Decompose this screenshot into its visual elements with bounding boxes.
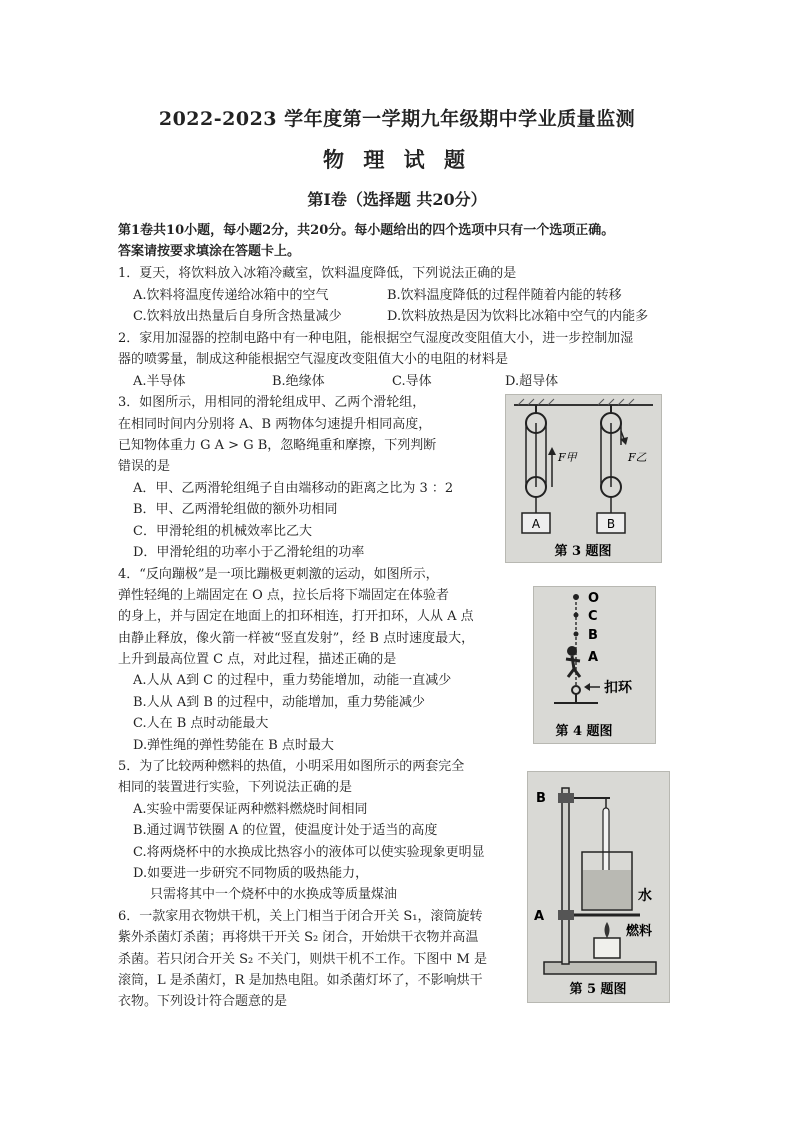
exam-title: 2022-2023 学年度第一学期九年级期中学业质量监测	[158, 108, 636, 130]
q6-stem-line-3: 杀菌。若只闭合开关 S₂ 不关门，则烘干机不工作。下图中 M 是	[118, 952, 487, 967]
ring-a-label: A	[534, 909, 545, 924]
q2-option-b: B.绝缘体	[272, 374, 325, 389]
q3-option-b: B．甲、乙两滑轮组做的额外功相同	[133, 502, 338, 517]
section-title: 第Ⅰ卷（选择题 共20分）	[307, 190, 487, 209]
q6-stem-line-1: 6．一款家用衣物烘干机，关上门相当于闭合开关 S₁，滚筒旋转	[118, 909, 483, 924]
bungee-diagram	[534, 587, 655, 743]
q5-option-d-line-2: 只需将其中一个烧杯中的水换成等质量煤油	[150, 887, 398, 902]
q6-stem-line-5: 衣物。下列设计符合题意的是	[118, 994, 288, 1009]
q5-option-d-line-1: D.如要进一步研究不同物质的吸热能力，	[133, 866, 369, 881]
q2-option-c: C.导体	[392, 374, 432, 389]
point-b-label: B	[588, 628, 598, 643]
q4-option-d: D.弹性绳的弹性势能在 B 点时最大	[133, 738, 334, 753]
q3-option-a: A．甲、乙两滑轮组绳子自由端移动的距离之比为 3 ：2	[133, 481, 454, 496]
figure-5-fuel-experiment	[527, 771, 670, 1003]
clamp-b	[558, 793, 574, 803]
q2-stem-line-2: 器的喷雾量，制成这种能根据空气湿度改变阻值大小的电阻的材料是	[118, 352, 509, 367]
instruction-line-2: 答案请按要求填涂在答题卡上。	[118, 244, 301, 259]
q4-stem-line-2: 弹性轻绳的上端固定在 O 点，拉长后将下端固定在体验者	[118, 588, 449, 603]
clamp-b-label: B	[536, 791, 546, 806]
point-c-label: C	[588, 609, 598, 624]
q5-option-a: A.实验中需要保证两种燃料燃烧时间相同	[133, 802, 368, 817]
q5-option-c: C.将两烧杯中的水换成比热容小的液体可以使实验现象更明显	[133, 845, 485, 860]
q2-option-d: D.超导体	[505, 374, 559, 389]
flame	[605, 922, 610, 938]
weight-a-label: A	[531, 517, 541, 531]
q5-option-b: B.通过调节铁圈 A 的位置，使温度计处于适当的高度	[133, 823, 438, 838]
q4-option-a: A.人从 A到 C 的过程中，重力势能增加，动能一直减少	[133, 673, 452, 688]
q6-stem-line-4: 滚筒，L 是杀菌灯，R 是加热电阻。如杀菌灯坏了，不影响烘干	[118, 973, 483, 988]
q3-option-c: C．甲滑轮组的机械效率比乙大	[133, 524, 312, 539]
q3-stem-line-4: 错误的是	[118, 459, 171, 474]
figure-5-caption: 第 5 题图	[569, 982, 627, 997]
q4-stem-line-5: 上升到最高位置 C 点，对此过程，描述正确的是	[118, 652, 397, 667]
weight-b-label: B	[606, 517, 616, 531]
q3-stem-line-1: 3．如图所示，用相同的滑轮组成甲、乙两个滑轮组，	[118, 395, 426, 410]
force-jia-label: F甲	[558, 451, 577, 464]
q3-stem-line-3: 已知物体重力 G A > G B，忽略绳重和摩擦，下列判断	[118, 438, 437, 453]
water-label: 水	[638, 888, 652, 904]
figure-4-reverse-bungee	[533, 586, 656, 744]
instruction-line-1: 第1卷共10小题，每小题2分，共20分。每小题给出的四个选项中只有一个选项正确。	[118, 223, 615, 238]
ring-a	[558, 910, 574, 920]
q1-option-d: D.饮料放热是因为饮料比冰箱中空气的内能多	[387, 309, 649, 324]
figure-4-caption: 第 4 题图	[555, 724, 613, 739]
buckle-ring	[572, 686, 580, 694]
q5-stem-line-2: 相同的装置进行实验，下列说法正确的是	[118, 780, 353, 795]
point-a-label: A	[588, 650, 599, 665]
q2-option-a: A.半导体	[133, 374, 186, 389]
fuel-burner	[594, 938, 620, 958]
q4-stem-line-1: 4．“反向蹦极”是一项比蹦极更刺激的运动，如图所示，	[118, 567, 439, 582]
pulley-system-yi	[597, 405, 628, 533]
stand-rod	[562, 788, 569, 964]
beaker-liquid	[583, 870, 631, 909]
q2-stem-line-1: 2．家用加湿器的控制电路中有一种电阻，能根据空气湿度改变阻值大小，进一步控制加湿	[118, 331, 634, 346]
q6-stem-line-2: 紫外杀菌灯杀菌；再将烘干开关 S₂ 闭合，开始烘干衣物并高温	[118, 930, 479, 945]
pulley-system-jia	[522, 405, 556, 533]
q1-stem: 1．夏天，将饮料放入冰箱冷藏室，饮料温度降低，下列说法正确的是	[118, 266, 517, 281]
q4-option-c: C.人在 B 点时动能最大	[133, 716, 269, 731]
q3-stem-line-2: 在相同时间内分别将 A、B 两物体匀速提升相同高度，	[118, 417, 432, 432]
heating-apparatus-diagram	[528, 772, 669, 1002]
q1-option-b: B.饮料温度降低的过程伴随着内能的转移	[387, 288, 622, 303]
q4-stem-line-4: 由静止释放，像火箭一样被“竖直发射”，经 B 点时速度最大，	[118, 631, 475, 646]
point-o-label: O	[588, 591, 600, 606]
point-o-marker	[573, 594, 579, 600]
q5-stem-line-1: 5．为了比较两种燃料的热值，小明采用如图所示的两套完全	[118, 759, 465, 774]
pulley-diagram	[506, 395, 661, 562]
q1-option-c: C.饮料放出热量后自身所含热量减少	[133, 309, 342, 324]
fuel-label: 燃料	[626, 924, 653, 939]
q4-stem-line-3: 的身上，并与固定在地面上的扣环相连，打开扣环，人从 A 点	[118, 609, 474, 624]
q4-option-b: B.人从 A到 B 的过程中，动能增加，重力势能减少	[133, 695, 426, 710]
buckle-label: 扣环	[604, 680, 632, 696]
figure-3-caption: 第 3 题图	[554, 544, 612, 559]
stand-base	[544, 962, 656, 974]
person-figure	[566, 646, 580, 677]
force-yi-label: F乙	[628, 451, 647, 464]
q3-option-d: D．甲滑轮组的功率小于乙滑轮组的功率	[133, 545, 365, 560]
figure-3-pulleys	[505, 394, 662, 563]
subject-title: 物 理 试 题	[323, 147, 471, 172]
q1-option-a: A.饮料将温度传递给冰箱中的空气	[133, 288, 329, 303]
